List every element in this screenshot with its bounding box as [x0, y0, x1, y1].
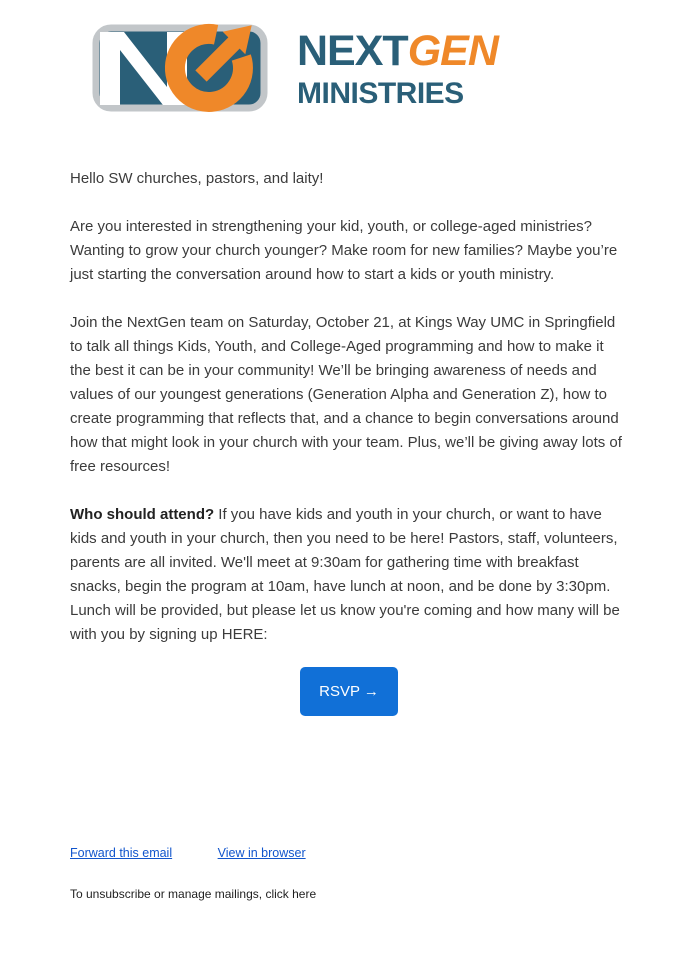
rsvp-button-row — [0, 667, 628, 716]
unsubscribe-line — [70, 887, 700, 901]
footer-links — [70, 846, 700, 860]
logo-text-gen: GEN — [407, 26, 498, 75]
logo-wordmark — [297, 26, 498, 110]
unsubscribe-click-here-link[interactable]: click here — [265, 887, 317, 901]
intro-paragraph: Are you interested in strengthening your kid, youth, or college-aged ministries? Wanting to grow your church younger? Make room for new families? Maybe you’re just starting the conversation around how to start a kids or youth ministry. — [70, 218, 618, 283]
nextgen-ministries-logo — [0, 0, 700, 121]
view-in-browser-link[interactable]: View in browser — [217, 846, 306, 860]
email-body — [0, 167, 628, 647]
logo-text-next: NEXT — [297, 26, 408, 75]
who-should-attend-details: If you have kids and youth in your church, or want to have kids and youth in your church, then you need to be here! Pastors, staff, volunteers, parents are all invited. We'll meet at 9:30am for gathering time with breakfast snacks, begin the program at 10am, have lunch at noon, and be done by 3:30pm. Lunch will be provided, but please let us know you're coming and how many will be with you by signing up HERE: — [70, 506, 620, 643]
email-footer — [0, 846, 700, 901]
unsubscribe-text: To unsubscribe or manage mailings, — [70, 887, 266, 901]
logo-text-ministries: MINISTRIES — [297, 76, 464, 110]
forward-email-link[interactable]: Forward this email — [70, 846, 173, 860]
greeting-text: Hello SW churches, pastors, and laity! — [70, 170, 324, 187]
logo-wordmark-line1 — [297, 26, 498, 75]
ng-monogram-badge-icon — [91, 17, 277, 121]
rsvp-button[interactable]: RSVP → — [300, 667, 398, 716]
who-should-attend-paragraph — [70, 503, 628, 647]
who-should-attend-heading: Who should attend? — [70, 506, 215, 523]
event-details-paragraph: Join the NextGen team on Saturday, October 21, at Kings Way UMC in Springfield to talk all things Kids, Youth, and College-Aged programming and how to make it the best it can be in your community! We’ll be bringing awareness of needs and values of our youngest generations (Generation Alpha and Generation Z), how to create programming that reflects that, and a chance to begin conversations around how that might look in your church with your team. Plus, we’ll be giving away lots of free resources! — [70, 314, 622, 475]
